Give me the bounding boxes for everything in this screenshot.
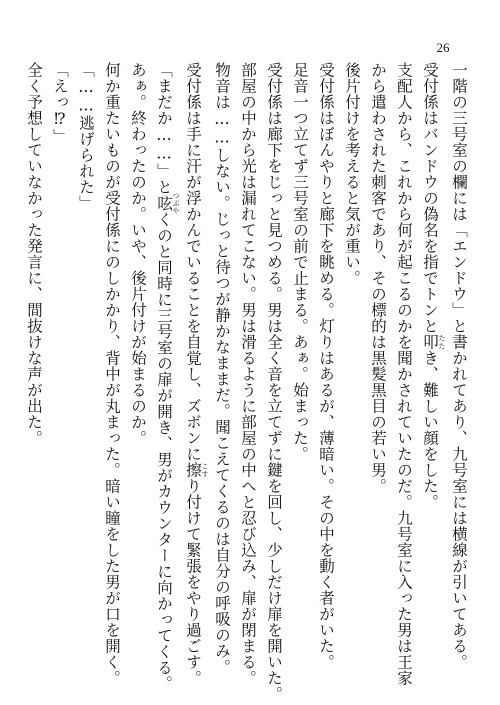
text-line-with-ruby: 受付係は手に汗が浮かんでいることを自覚し、ズボンに擦 こすり付けて緊張をやり過ごす。 bbox=[184, 62, 209, 686]
page-number: 26 bbox=[436, 40, 450, 55]
text-line: から遣わされた刺客であり、その標的は黒髪黒目の若い男。 bbox=[369, 62, 387, 494]
text-line: 「えっ⁉」 bbox=[51, 62, 69, 145]
text-line: 部屋の中から光は漏れてこない。男は滑るように部屋の中へと忍び込み、扉が閉まる。 bbox=[239, 62, 257, 686]
text-line: 後片付けを考えると気が重い。 bbox=[343, 62, 361, 286]
text-line: あぁ。終わったのか。いや、後片付けが始まるのか。 bbox=[129, 62, 147, 446]
text-line: 「……逃げられた」 bbox=[77, 62, 95, 211]
text-line-with-ruby: 受付係はバンドウの偽名を指でトンと叩 たたき、難しい顔をした。 bbox=[421, 62, 446, 510]
ruby-tataki: 叩 たた bbox=[421, 334, 446, 350]
text-line: 全く予想していなかった発言に、間抜けな声が出た。 bbox=[25, 62, 43, 446]
text-line: 足音一つ立てず三号室の前で止まる。あぁ。始まった。 bbox=[291, 62, 309, 462]
text-line: 支配人から、これから何が起こるのかを聞かされていたのだ。九号室に入った男は王家 bbox=[395, 62, 413, 686]
text-line: 一階の三号室の欄には「エンドウ」と書かれてあり、九号室には横線が引いてある。 bbox=[450, 62, 468, 670]
text-line: 物音は……しない。じっと待つが静かなままだ。聞こえてくるのは自分の呼吸のみ。 bbox=[213, 62, 231, 675]
text-line-with-ruby: 「まだか……」と呟 つぶやくのと同時に三号室の扉が開き、男がカウンターに向かってくる。 bbox=[155, 62, 180, 692]
text-line: 受付係はぼんやりと廊下を眺める。灯りはあるが、薄暗い。その中を動く者がいた。 bbox=[317, 62, 335, 670]
text-line: 受付係は廊下をじっと見つめる。男は全く音を立てずに鍵を回し、少しだけ扉を開いた。 bbox=[265, 62, 283, 702]
ruby-suri: 擦 こす bbox=[184, 462, 209, 478]
ruby-tsubuyaku: 呟 つぶや bbox=[155, 192, 180, 215]
body-text bbox=[25, 62, 472, 702]
text-line: 何か重たいものが受付係にのしかかり、背中が丸まった。暗い瞳をした男が口を開く。 bbox=[103, 62, 121, 686]
